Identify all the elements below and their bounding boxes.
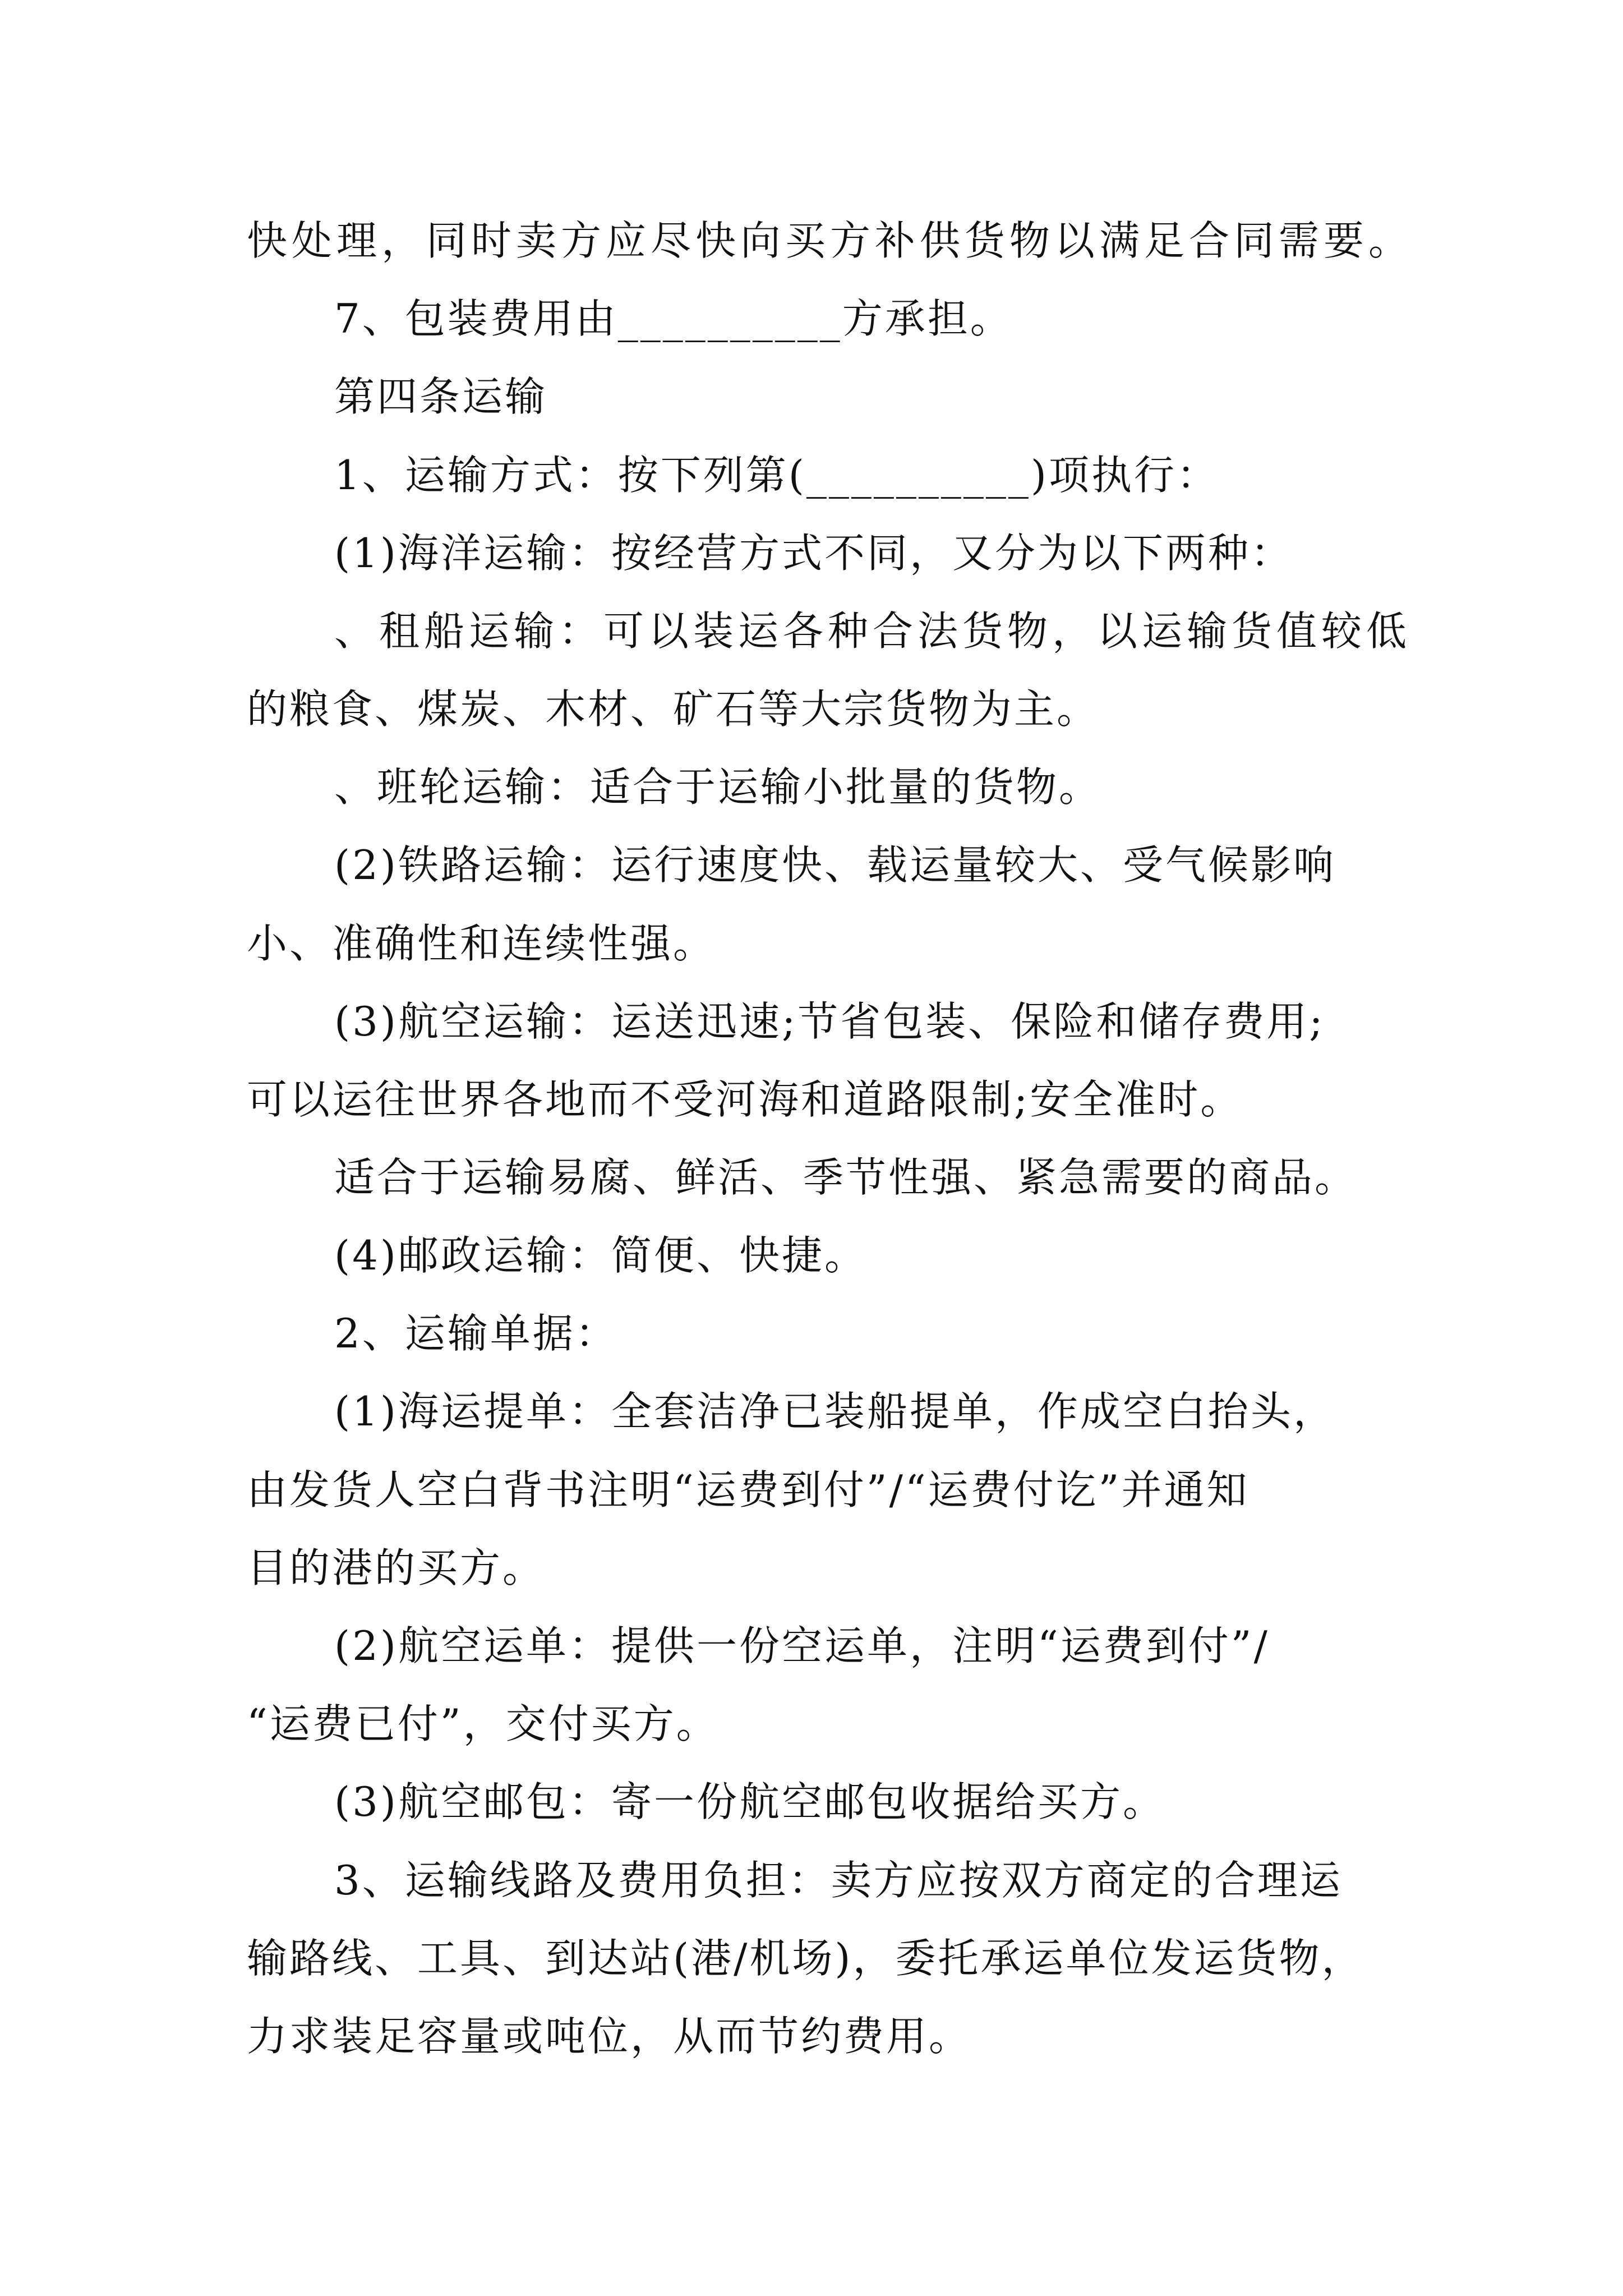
section-heading: 第四条运输 [334,373,548,420]
text-line-21: (3)航空邮包：寄一份航空邮包收据给买方。 [334,1778,1165,1825]
text-line-24: 力求装足容量或吨位，从而节约费用。 [247,2013,972,2060]
text-line-23: 输路线、工具、到达站(港/机场)，委托承运单位发运货物， [247,1935,1364,1982]
text-line-16: (1)海运提单：全套洁净已装船提单，作成空白抬头， [334,1388,1336,1435]
text-line-2: 7、包装费用由__________方承担。 [334,295,1013,342]
text-line-18: 目的港的买方。 [247,1544,546,1591]
text-line-9: (2)铁路运输：运行速度快、载运量较大、受气候影响 [334,841,1336,889]
text-line-14: (4)邮政运输：简便、快捷。 [334,1232,867,1279]
text-line-6: 、租船运输：可以装运各种合法货物，以运输货值较低 [334,608,1412,655]
text-line-12: 可以运往世界各地而不受河海和道路限制;安全准时。 [247,1076,1243,1123]
text-line-5: (1)海洋运输：按经营方式不同，又分为以下两种： [334,530,1293,577]
text-line-11: (3)航空运输：运送迅速;节省包装、保险和储存费用; [334,998,1325,1045]
text-line-10: 小、准确性和连续性强。 [247,920,716,967]
text-line-8: 、班轮运输：适合于运输小批量的货物。 [334,763,1102,811]
text-line-17: 由发货人空白背书注明“运费到付”/“运费付讫”并通知 [247,1466,1249,1513]
text-line-19: (2)航空运单：提供一份空运单，注明“运费到付”/ [334,1622,1270,1669]
text-line-22: 3、运输线路及费用负担：卖方应按双方商定的合理运 [334,1857,1343,1904]
text-line-15: 2、运输单据： [334,1310,618,1357]
text-line-4: 1、运输方式：按下列第(__________)项执行： [334,452,1219,499]
text-line-7: 的粮食、煤炭、木材、矿石等大宗货物为主。 [247,685,1100,733]
text-line-13: 适合于运输易腐、鲜活、季节性强、紧急需要的商品。 [334,1154,1358,1201]
text-line-20: “运费已付”，交付买方。 [247,1700,719,1747]
text-line-1: 快处理，同时卖方应尽快向买方补供货物以满足合同需要。 [247,217,1414,264]
